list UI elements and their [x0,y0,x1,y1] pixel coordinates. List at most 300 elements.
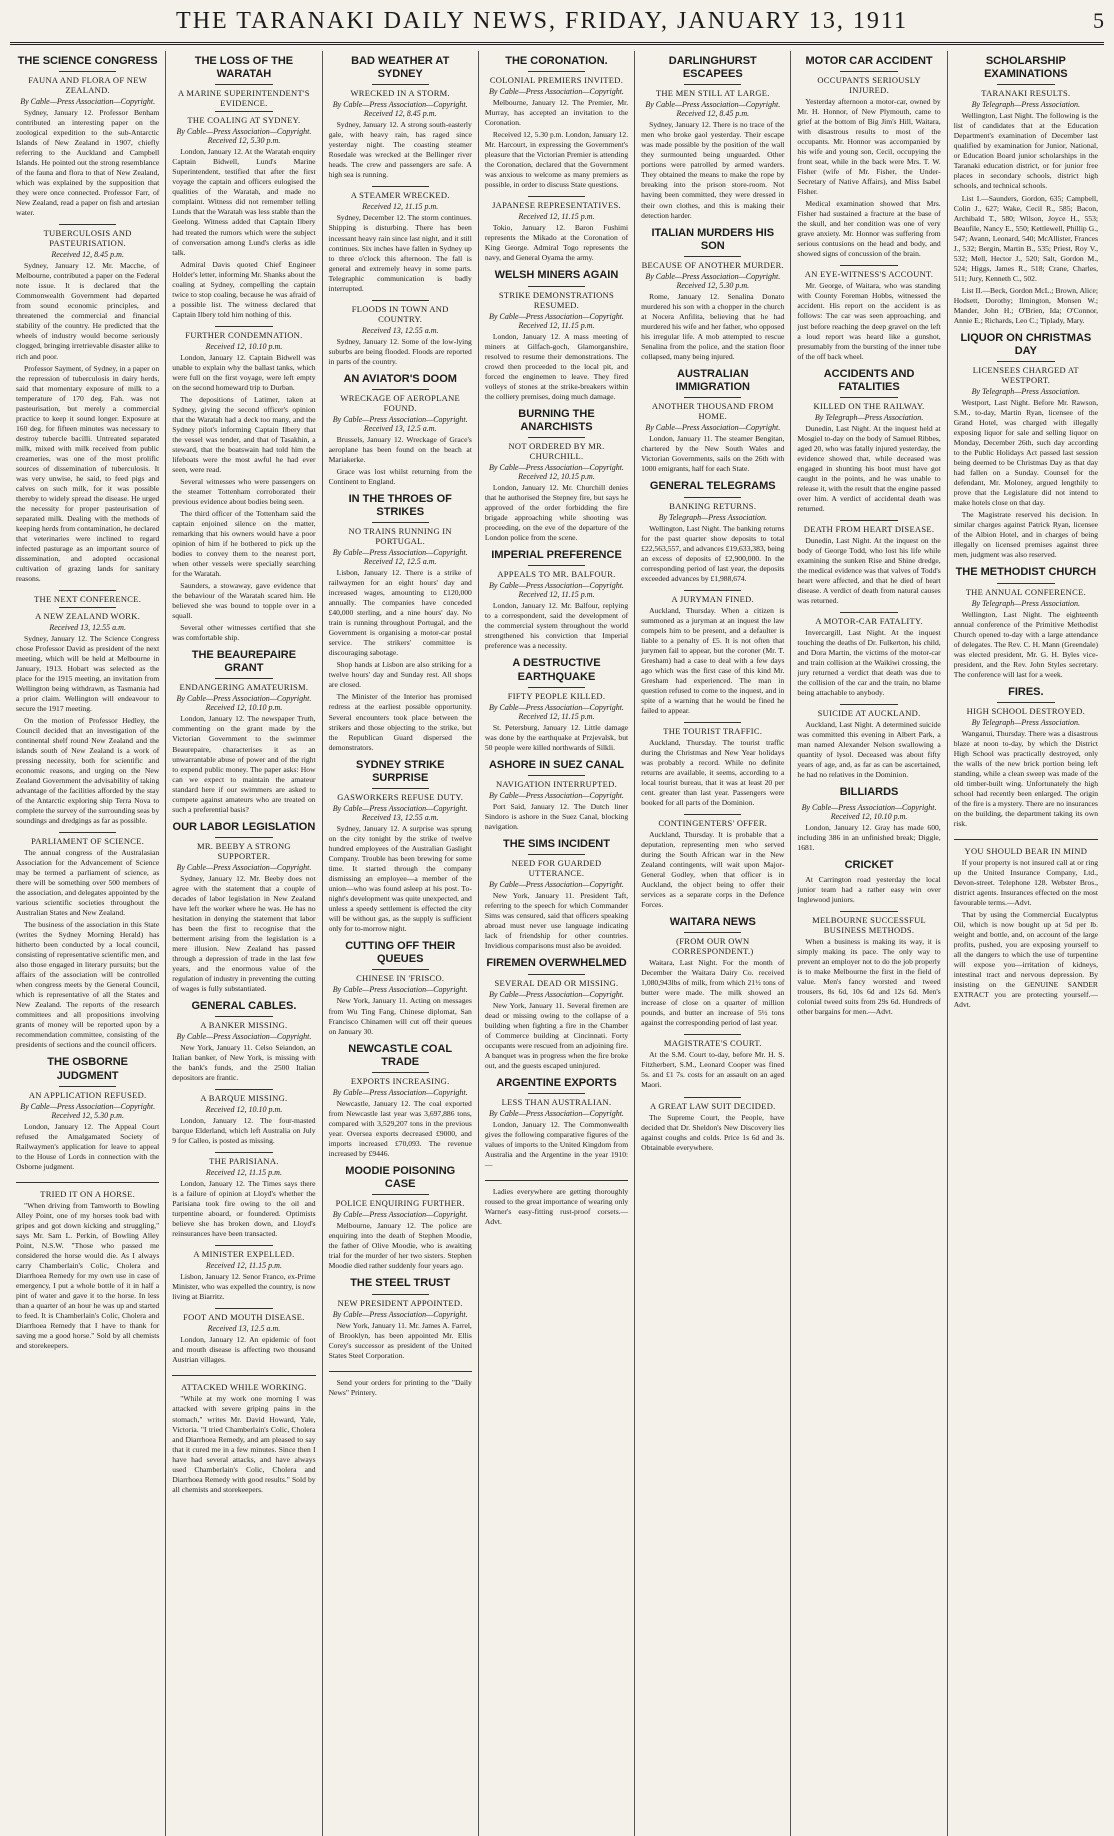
article [641,814,784,910]
column-4 [479,51,635,1836]
article-paragraph: Wanganui, Thursday. There was a disastrous blaze at noon to-day, by which the District High School was practically destroyed, only the walls of the new brick portion being left standing, while a clean sweep was made of the old timber-built wing. Unfortunately the high school had recently been enlarged. The origin of the fire is a mystery. There are no insurances on the building, the department taking its own risk. [953,728,1098,828]
article-paragraph: Several witnesses who were passengers on the steamer Tottenham corroborated their previous evidence about bodies being seen. [172,476,316,506]
article-byline: By Telegraph—Press Association. [971,100,1081,110]
article-headline: MOODIE POISONING CASE [345,1165,456,1191]
article-byline: Received 12, 11.15 p.m. [205,1168,282,1178]
article-paragraph: Newcastle, January 12. The coal exported from Newcastle last year was 3,697,886 tons, compared with 3,529,207 tons in the previous year. Oversea exports decreased £9000, and imports increased £70,093. The revenue increased by £9446. [328,1098,472,1158]
divider [215,678,272,679]
article-byline: Received 12, 8.45 p.m. [51,250,124,260]
divider [215,1016,272,1017]
article [797,704,940,780]
article-byline: By Cable—Press Association—Copyright. Received 12, 12.5 a.m. [332,548,468,567]
article [797,368,940,515]
article-subhead: A MARINE SUPERINTENDENT'S EVIDENCE. [178,88,310,109]
divider [997,583,1055,584]
advert-headline: ATTACKED WHILE WORKING. [181,1382,307,1393]
article-paragraph: London, January 12. At the Waratah enquiry Captain Bidwell, Lund's Marine Superintendent, testified that after the first voyage the captain and officers eulogised the qualities of the Waratah, and made no complaint. Witness did not remember telling Lunds that the Waratah was less stable than the Geelong. Witness added that Captain Ilbery had treated the rumors which were the subject of conversation among Lund's clerks as idle talk. [172,147,316,257]
article-paragraph: The Minister of the Interior has promised redress at the earliest possible opportunity. Several encounters took place between the strikers and those objecting to the strike, but the Republican Guard dispersed the demonstrators. [328,692,472,752]
divider [215,1089,272,1090]
article-headline: AUSTRALIAN IMMIGRATION [675,368,750,394]
article [329,55,472,180]
article-paragraph: Dunedin, Last Night. At the inquest held at Mosgiel to-day on the body of Samuel Ribbes, aged 20, who was fatally injured yesterday, the evidence showed that, while deceased was engaged in shunting his boot must have got caught in the points, and he was unable to release it, with the result that the engine passed over him. A verdict of accidental death was returned. [797,423,941,514]
article [172,1245,315,1302]
article-byline: By Telegraph—Press Association. [971,387,1081,397]
article-subhead: BANKING RETURNS. [669,500,757,511]
divider [840,704,897,705]
advert-headline: YOU SHOULD BEAR IN MIND [964,845,1088,856]
article-byline: Received 13, 12.55 a.m. [49,622,126,632]
article-byline: By Cable—Press Association—Copyright. Received 12, 11.15 p.m. [489,702,624,721]
article [797,859,940,905]
article [485,55,628,190]
divider [372,969,429,970]
divider [59,1086,116,1087]
article-byline: By Telegraph—Press Association. [658,512,767,522]
article-byline: By Telegraph—Press Association. [814,412,924,422]
article-subhead: THE ANNUAL CONFERENCE. [965,586,1087,597]
article-byline: Received 12, 11.15 p.m. [205,1261,282,1271]
article-subhead: AN APPLICATION REFUSED. [28,1089,147,1100]
article [641,55,784,221]
article-byline: Received 13, 12.5 a.m. [207,1324,281,1334]
article-paragraph: Sydney, January 12. Mr. Beeby does not agree with the statement that a couple of decades of labor legislation in New Zealand have left the worker where he was. He has no hesitation in denying the statement that labor has been the first to recognise that the betterment arising from the legislation is a mere illusion. New Zealand has passed through a depression of trade in the last few years, and the enormous value of the regulation of industry in preventing the cutting of wages is fully substantiated. [172,873,316,993]
divider [372,522,429,523]
column-5 [635,51,791,1836]
article [172,55,315,320]
article-subhead: MR. BEEBY A STRONG SUPPORTER. [196,840,291,861]
article-byline: By Cable—Press Association—Copyright. [645,423,781,433]
article-subhead: ANOTHER THOUSAND FROM HOME. [651,401,774,422]
divider [215,1245,272,1246]
article-paragraph: New York, January 11. President Taft, referring to the speech for which Commander Sims was censured, said that officers speaking abroad must never use language indicating lack of friendship for other countries. Invidious comparisons must also be avoided. [484,891,629,951]
divider [372,1194,429,1195]
article [16,590,159,826]
article-byline: By Cable—Press Association—Copyright. Received 12, 8.45 p.m. [645,100,781,119]
advert-paragraph: "When driving from Tamworth to Bowling Alley Point, one of my horses took bad with gripes and got down kicking and struggling," says Mr. Sam L. Perkin, of Bowling Alley Point, N.S.W. "Those who passed me considered the horse would die. As I always carry Chamberlain's Colic, Cholera and Diarrhoea Remedy for my own use in case of emergency, I put a whole bottle of it in half a pint of water and gave it to the horse. In less than a quarter of an hour he was up and started to feed. It is Chamberlain's Colic, Cholera and Diarrhoea Remedy that I have to thank for saving me a good horse." Sold by all chemists and storekeepers. [16,1200,160,1351]
article-headline: THE OSBORNE JUDGMENT [47,1056,128,1082]
article-paragraph: London, January 12. The Times says there is a failure of opinion at Lloyd's whether the Parisiana took fire owing to the oil and turpentine aboard, or foundered. Optimists believe she has broken down, and Lloyd's reinsurances have been transacted. [172,1179,316,1239]
divider [215,1308,272,1309]
article [485,269,628,401]
article [954,566,1098,679]
column-3 [323,51,479,1836]
article-subhead: AN EYE-WITNESS'S ACCOUNT. [804,269,934,280]
article-byline: By Telegraph—Press Association. [971,598,1081,608]
divider [528,196,585,197]
article-headline: BILLIARDS [839,786,899,799]
article-paragraph: Grace was lost whilst returning from the Continent to England. [328,466,472,486]
article [16,55,159,218]
divider [684,932,741,933]
article [797,612,940,698]
article-headline: WELSH MINERS AGAIN [494,269,619,282]
article-subhead: MAGISTRATE'S COURT. [663,1038,762,1049]
article [641,480,784,583]
article-subhead: CONTINGENTERS' OFFER. [658,818,768,829]
article-headline: BAD WEATHER AT SYDNEY [351,55,450,81]
divider [215,1152,272,1153]
article-headline: FIRES. [1008,685,1044,698]
divider [528,286,585,287]
divider [684,256,741,257]
article-paragraph: Sydney, January 12. A surprise was sprung on the city tonight by the strike of twelve hundred employees of the Australian Gaslight Company. Trouble has been brewing for some time. It started through the company dismissing an employee—a member of the union—who was found asleep at his post. To-night's development was quite unexpected, and unless a speedy settlement is effected the city will be without gas, as the supply is sufficient only for to-morrow night. [328,823,472,934]
divider [215,837,272,838]
article-paragraph: Auckland, Thursday. The tourist traffic during the Christmas and New Year holidays was probably a record. While no definite returns are available, it seems, according to a local tourist bureau, that it was at least 20 per cent. greater than last year. Passengers were booked for all parts of the Dominion. [641,737,785,807]
divider [528,854,585,855]
article-subhead: STRIKE DEMONSTRATIONS RESUMED. [498,289,615,310]
article-headline: GENERAL CABLES. [191,999,297,1012]
article-paragraph: London, January 12. The newspaper Truth, commenting on the grant made by the Victorian Government to the swimmer Beaurepaire, characterises it as an unwarrantable abuse of power and of the right to expend public money. The paper asks: How can we expect to maintain the amateur standard here if our swimmers are asked to compete against amateurs who are treated on such a preferential basis? [172,714,316,814]
article-subhead: FOOT AND MOUTH DISEASE. [183,1312,305,1323]
article-byline: By Cable—Press Association—Copyright. Received 12, 10.10 p.m. [801,802,937,821]
article-paragraph: Mr. George, of Waitara, who was standing with County Foreman Hobbs, witnessed the accident. His report on the accident is as follows: The car was seen approaching, and just before reaching the deep gravel on the left a loud report was heard like a gunshot, presumably from the bursting of the inner tube of the off back wheel. [797,281,941,361]
article-byline: By Cable—Press Association—Copyright. [176,862,312,872]
article-headline: AN AVIATOR'S DOOM [343,372,457,385]
article [329,759,472,935]
article [329,1165,472,1271]
article-byline: Received 13, 12.55 a.m. [361,325,439,335]
article-subhead: LESS THAN AUSTRALIAN. [501,1096,612,1107]
article-paragraph: Professor Sayment, of Sydney, in a paper on the repression of tuberculosis in dairy herds, said that momentary exposure of milk to a temperature of 170 deg. Fah. was not pasteurisation, but merely a commercial practice to keep it sound longer. Exposure at 160 deg. for fifteen minutes was necessary to destroy tubercle bacilli. Untreated separated milk, mixed with milk received from public creameries, was one of the most prolific sources of dissemination of tuberculosis. It was very unwise, he said, to feed pigs and calves on such milk, for it was possible thereby to widely spread the disease. He urged the necessity for proper pasteurisation of separated milk. Dealing with the methods of keeping herds from contamination, he declared that veterinaries were inclined to regard infected pasturage as an important source of dissemination, and adopted occasional cultivation of grazing lands for sanitary reasons. [16,363,160,583]
article [172,649,315,815]
article-paragraph: Sydney, January 12. Some of the low-lying suburbs are being flooded. Floods are reported in parts of the country. [328,336,472,366]
article-paragraph: Dunedin, Last Night. At the inquest on the body of George Todd, who lost his life while examining the sunken Rise and Shine dredge, the medical evidence was that valves of Todd's heart were affected, and that he died of heart disease. A verdict of death from natural causes was returned. [797,536,941,606]
article-paragraph: Auckland, Thursday. It is probable that a deputation, representing men who served during the South African war in the New Zealand contingents, will wait upon Major-General Godley, when that officer is in Auckland, the object being to offer their services as a separate corps in the Defence Forces. [641,830,785,910]
article-headline: OUR LABOR LEGISLATION [172,820,316,833]
article-paragraph: The business of the association in this State (writes the Sydney Morning Herald) has hitherto been conducted by a local council, consisting of representative scientific men, and also those engaged in literary pursuits; but the affairs of the association will be controlled when congress meets by the General Council, which is representative of all the States and New Zealand. The reports of the research committees and all propositions involving grants of money will be reported upon by a recommendation committee, consisting of the presidents of sections and the council officers. [16,920,160,1050]
article [797,520,940,606]
article [329,1043,472,1159]
article-paragraph: Admiral Davis quoted Chief Engineer Holder's letter, informing Mr. Shanks about the coaling at Sydney, compelling the captain twice to stop coaling, because he was afraid of a possible list. The witness declared that Captain Ilbery told him nothing of this. [172,259,316,319]
divider [997,361,1055,362]
article-subhead: A MOTOR-CAR FATALITY. [815,616,923,627]
article-paragraph: At the S.M. Court to-day, before Mr. H. S. Fitzherbert, S.M., Leonard Cooper was fined 5s. and £1 7s. costs for an assault on an aged Maori. [641,1050,785,1090]
article-paragraph: London, January 11. The steamer Bengitan, chartered by the New South Wales and Victorian Governments, sails on the 26th with 1000 emigrants, half for each State. [641,434,785,474]
article-subhead: NOT ORDERED BY MR. CHURCHILL. [508,441,605,462]
advertisement [16,1182,159,1351]
article-paragraph: London, January 12. The Appeal Court refused the Amalgamated Society of Railwaymen's application for leave to appeal to the House of Lords in connection with the Osborne judgment. [16,1121,160,1171]
article-paragraph: Lisbon, January 12. Senor Franco, ex-Prime Minister, who was expelled the country, is now living at Biarritz. [172,1272,316,1302]
masthead [10,8,1104,45]
article-paragraph: Sydney, January 12. Mr. Macche, of Melbourne, contributed a paper on the Federal note issue. It is declared that the Commonwealth Government had departed from sound economic principles, and threatened the commercial and financial stability of the country. He predicted that the wheels of industry would become seriously clogged, bringing irretrievable disaster alike to rich and poor. [16,261,160,361]
article-paragraph: At Carrington road yesterday the local junior team had a rather easy win over Inglewood juniors. [797,874,941,904]
divider [528,71,585,72]
article-byline: By Cable—Press Association—Copyright. [332,1210,468,1220]
article-byline: By Cable—Press Association—Copyright. Received 12, 11.15 p.m. [489,581,624,600]
article-byline: By Cable—Press Association—Copyright. [332,1087,468,1097]
article-subhead: SUICIDE AT AUCKLAND. [817,708,921,719]
article-subhead: KILLED ON THE RAILWAY. [813,400,925,411]
article-paragraph: London, January 12. An epidemic of foot and mouth disease is affecting two thousand Austrian villages. [172,1335,316,1365]
article-subhead: OCCUPANTS SERIOUSLY INJURED. [817,75,921,96]
divider [372,788,429,789]
article-subhead: TARANAKI RESULTS. [981,88,1071,99]
article-paragraph: Sydney, January 12. Professor Benham contributed an interesting paper on the zoological expedition to the sub-Antarctic Islands of New Zealand in 1907, chiefly referring to the Auckland and Campbell Islands. He pointed out the strong resemblance of the fauna and flora to that of New Zealand, which was explained by the supposition that they were once connected. Professor Farr, of New Zealand, read a paper on fish and artesian water. [16,108,160,218]
article-headline: ASHORE IN SUEZ CANAL [488,758,625,771]
article-paragraph: Sydney, January 12. A strong south-easterly gale, with heavy rain, has raged since yesterday night. The coasting steamer Rosedale was wrecked at the Bellinger river heads. The crew and passengers are safe. A high sea is running. [328,120,472,180]
divider [215,326,272,327]
article-paragraph: On the motion of Professor Hedley, the Council decided that an investigation of the continental shelf round New Zealand and the islands south of New Zealand is a work of pressing necessity, both for scientific and economic reasons, and urging on the New Zealand Government the advisability of taking advantage of the facilities afforded by the stay of the Antarctic exploring ship Terra Nova to complete the survey of the surrounding seas by soundings and dredgings as far as possible. [16,715,160,826]
article-paragraph: The Supreme Court, the People, have decided that Dr. Sheldon's New Discovery lies against coughs and colds. Price 1s 6d and 3s. Obtainable everywhere. [641,1112,785,1152]
article-headline: THE SCIENCE CONGRESS [17,55,158,67]
article-byline: By Telegraph—Press Association. [971,717,1081,727]
article-paragraph: The third officer of the Tottenham said the captain enjoined silence on the matter, remarking that his owners would have a poor opinion of him if he bothered to pick up the bodies to convey them to the nearest port, when other vessels were specially searching for the Waratah. [172,508,316,578]
divider [684,84,741,85]
article [797,55,940,259]
article-paragraph: Received 12, 5.30 p.m. London, January 12. Mr. Harcourt, in expressing the Government's pleasure that the Victorian Premier is attending the Coronation, declared that the Government was anxious to welcome as many premiers as possible, in order to discuss State questions. [484,130,629,190]
article-headline: MOTOR CAR ACCIDENT [805,55,933,67]
article [485,408,628,543]
article-paragraph: Brussels, January 12. Wreckage of Grace's aeroplane has been found on the beach at Mariakerke. [328,434,472,464]
article-paragraph: New York, January 11. Celso Seiandon, an Italian banker, of New York, is missing with the bank's funds, and the 2500 Italian depositors are frantic. [172,1043,316,1083]
divider [684,722,741,723]
article-paragraph: London, January 12. Mr. Churchill denies that he authorised the Stepney fire, but says he approved of the order forbidding the fire brigade approaching while shooting was proceeding, on the eve of the departure of the London police from the scene. [484,483,629,543]
article-subhead: HIGH SCHOOL DESTROYED. [966,705,1086,716]
article-subhead: THE PARISIANA. [209,1156,279,1167]
advertisement [172,1375,315,1494]
article [329,300,472,367]
article-paragraph: The annual congress of the Australasian Association for the Advancement of Science may be termed a parliament of science, as there will be something over 500 members of the association, and delegates appointed by the various scientific societies throughout the Australian States and New Zealand. [16,848,160,918]
divider [684,1097,741,1098]
article-paragraph: New York, January 11. Mr. James A. Farrel, of Brooklyn, has been appointed Mr. Ellis Corey's successor as president of the United States Steel Corporation. [328,1320,472,1360]
article [329,1277,472,1360]
divider [528,974,585,975]
article-headline: CUTTING OFF THEIR QUEUES [345,940,456,966]
advert-paragraph: "While at my work one morning I was attacked with severe griping pains in the stomach," writes Mr. David Howard, Yale, Victoria. "I tried Chamberlain's Colic, Cholera and Diarrhoea Remedy, and am pleased to say that it cured me in a few minutes. Since then I have had several attacks, and have always used Chamberlain's Colic, Cholera and Diarrhoea Remedy with good results." Sold by all chemists and storekeepers. [172,1394,316,1494]
article-byline: Received 12, 10.10 p.m. [205,341,283,351]
article [954,686,1098,829]
article [641,722,784,808]
divider [840,911,897,912]
article-headline: THE SIMS INCIDENT [503,838,610,851]
article-subhead: NO TRAINS RUNNING IN PORTUGAL. [348,526,452,547]
article-paragraph: Sydney, December 12. The storm continues. Shipping is disturbing. There has been incessant heavy rain since last night, and it still continues. Six inches have fallen in Sydney up to three o'clock this afternoon. The fall is general and extremely heavy in some parts. Telegraphic communication is badly interrupted. [328,213,472,293]
article-paragraph: London, January 12. Gray has made 600, including 386 in an unfinished break; Diggle, 1681. [797,822,941,852]
article [485,549,628,651]
article-headline: A DESTRUCTIVE EARTHQUAKE [512,657,601,683]
divider [840,612,897,613]
divider [59,590,116,591]
divider [840,71,897,72]
article-headline: GENERAL TELEGRAMS [649,480,776,493]
article [485,957,628,1070]
article-subhead: WRECKED IN A STORM. [350,88,450,99]
article [172,821,315,994]
divider [840,520,897,521]
article-subhead: THE TOURIST TRAFFIC. [663,725,763,736]
divider [372,186,429,187]
article-paragraph: Yesterday afternoon a motor-car, owned by Mr. H. Honnor, of New Plymouth, came to grief at the bottom of Big Jim's Hill, Waitara, with disastrous results to most of the occupants. Mr. Honnor was accompanied by his wife and young son, Cecil, occupying the front seat, while in the back were Mrs. T. W. Fisher (wife of Mr. Fisher, the Under-Secretary of Native Affairs), and Miss Isabel Fisher. [797,97,941,197]
columns-container [10,51,1104,1836]
article-headline: ITALIAN MURDERS HIS SON [651,226,775,252]
article-headline: CRICKET [844,858,894,871]
article-paragraph: London, January 12. The four-masted barque Elderland, which left Australia on July 9 for Calleo, is posted as missing. [172,1116,316,1146]
advert-paragraph: Send your orders for printing to the "Daily News" Printery. [328,1377,472,1397]
article-paragraph: London, January 12. A mass meeting of miners at Gilfach-goch, Glamorganshire, resolved to resume their demonstrations. The crowd then proceeded to the local pit, and forced the enginemen to leave. They fired volleys of stones at the strike-breakers within the colliery premises, doing much damage. [484,331,629,401]
article [641,227,784,362]
article-subhead: NAVIGATION INTERRUPTED. [495,779,617,790]
article [16,224,159,584]
advertisement [485,1180,628,1227]
article-subhead: FLOODS IN TOWN AND COUNTRY. [351,303,449,324]
column-6 [791,51,947,1836]
article-byline: By Cable—Press Association—Copyright. [20,97,156,107]
article-paragraph: Auckland, Last Night. A determined suicide was committed this evening in Albert Park, a man named Alexander Nelson swallowing a quantity of lysol. Deceased was about fifty years of age, and, as far as can be ascertained, he had no relatives in the Dominion. [797,720,941,780]
article-paragraph: Waitara, Last Night. For the month of December the Waitara Dairy Co. received 1,080,943lbs of milk, from which 21½ tons of butter were made. The milk showed an increase of close on a quarter of million pounds, and butter an increase of 5½ tons against the corresponding period of last year. [641,958,785,1028]
article-paragraph: Tokio, January 12. Baron Fushimi represents the Mikado at the Coronation of King George. Admiral Togo represents the navy, and General Oyama the army. [484,223,629,263]
article-subhead: SEVERAL DEAD OR MISSING. [494,977,619,988]
article-subhead: FURTHER CONDEMNATION. [185,329,303,340]
article-subhead: WRECKAGE OF AEROPLANE FOUND. [340,392,461,413]
divider [372,300,429,301]
article [485,759,628,832]
article-paragraph: Melbourne, January 12. The Premier, Mr. Murray, has accepted an invitation to the Coronation. [484,98,629,128]
article-paragraph: Wellington, Last Night. The eighteenth annual conference of the Primitive Methodist Church opened to-day with a large attendance of delegates. The Rev. C. H. Mann (Greendale) was elected president, Mr. G. H. Byles vice-president, and the Rev. John Styles secretary. The conference will last for a week. [953,609,1098,679]
article-subhead: A BARQUE MISSING. [200,1093,288,1104]
divider [372,1294,429,1295]
article-subhead: A GREAT LAW SUIT DECIDED. [649,1100,776,1111]
article-headline: SYDNEY STRIKE SURPRISE [355,758,445,784]
article-paragraph: Westport, Last Night. Before Mr. Rawson, S.M., to-day, Martin Ryan, licensee of the Grand Hotel, was charged with illegally exposing liquor for sale and selling liquor on Monday, December 26th, such day according to the Public Holidays Act passed last session being deemed to be Christmas Day as that day had fallen on a Sunday. Counsel for the defendant, Mr. Moloney, argued lengthily to prove that the Legislature did not intend to make hotels close on that day. [953,398,1098,508]
article-subhead: THE NEXT CONFERENCE. [34,593,142,604]
article-subhead: FAUNA AND FLORA OF NEW ZEALAND. [28,75,148,96]
article-paragraph: London, January 12. The Commonwealth gives the following comparative figures of the values of imports to the United Kingdom from Australia and the Argentine in the year 1910:— [484,1119,629,1169]
article-paragraph: Wellington, Last Night. The banking returns for the past quarter show deposits to total £22,563,557, and advances £19,633,383, being an excess of deposits of £2,900,000. In the corresponding period of last year, the deposits exceeded advances by £1,988,674. [641,523,785,583]
article-paragraph: London, January 12. Mr. Balfour, replying to a correspondent, said the development of the commercial system throughout the world strengthened his conviction that Imperial preference was a necessity. [484,601,629,651]
article-headline: ACCIDENTS AND FATALITIES [823,367,915,393]
article-paragraph: London, January 12. Captain Bidwell was unable to explain why the ballast tanks, which were full on the first voyage, were left empty on the second homeward trip to Durban. [172,352,316,392]
divider [528,437,585,438]
divider [528,565,585,566]
article-paragraph: Auckland, Thursday. When a citizen is summoned as a juryman at an inquest the law compels him to be present, and a defaulter is liable to a penalty of £5. It is not often that jurymen fail to appear, but the coroner (Mr. T. Gresham) had a case to deal with a few days ago which was the first case of this kind Mr. Gresham had experienced. The man in question refused to come to the inquest, and in spite of a warning that he would be fined he failed to appear. [641,605,785,715]
article-subhead: PARLIAMENT OF SCIENCE. [31,836,145,847]
article-paragraph: Sydney, January 12. There is no trace of the men who broke gaol yesterday. Their escape was made possible by the position of the wall they surmounted being unguarded. Other portions were patrolled by armed warders. They obtained the means to make the rope by breaking into the prison store-room. Not having been committed, they were dressed in their own clothes, and this is making their detection harder. [641,120,785,220]
article-paragraph: Port Said, January 12. The Dutch liner Sindoro is ashore in the Suez Canal, blocking navigation. [484,802,629,832]
article-headline: DARLINGHURST ESCAPEES [668,55,757,81]
article-subhead: A JURYMAN FINED. [671,593,755,604]
article-subhead: A STEAMER WRECKED. [350,190,450,201]
article-headline: IMPERIAL PREFERENCE [491,549,622,562]
divider [684,397,741,398]
article [329,940,472,1036]
advert-paragraph: If your property is not insured call at or ring up the United Insurance Company, Ltd., Devon-street. Telephone 128. Webster Bros., district agents. Insurances effected on the most favourable terms.—Advt. [953,857,1098,908]
divider [215,111,272,112]
article [641,1097,784,1153]
article [329,493,472,753]
article-byline: By Cable—Press Association—Copyright. Received 12, 10.10 p.m. [176,694,312,713]
article-byline: Received 12, 11.15 p.m. [518,212,595,222]
article-byline: Received 12, 11.15 p.m. [362,202,439,212]
masthead-title: THE TARANAKI DAILY NEWS, FRIDAY, JANUARY 13, 1911 [176,8,908,34]
article-headline: FIREMEN OVERWHELMED [486,957,627,970]
article-byline: By Cable—Press Association—Copyright. [176,1032,312,1042]
article-subhead: ENDANGERING AMATEURISM. [179,682,309,693]
divider [528,687,585,688]
article [16,1056,159,1171]
advert-headline: TRIED IT ON A HORSE. [40,1188,136,1199]
divider [59,607,116,608]
article [172,1152,315,1239]
divider [840,397,897,398]
article-subhead: APPEALS TO MR. BALFOUR. [497,569,616,580]
article-subhead: POLICE ENQUIRING FURTHER. [335,1198,465,1209]
article-subhead: (FROM OUR OWN CORRESPONDENT.) [672,936,754,957]
article-byline: By Cable—Press Association—Copyright. Received 12, 5.30 p.m. [20,1101,156,1120]
article-byline: By Cable—Press Association—Copyright. Received 12, 5.30 p.m. [645,271,781,290]
article-paragraph: List I.—Saunders, Gordon, 635; Campbell, Colin J., 627; Wake, Cecil R., 585; Bacon, Archibald T., 580; Wilson, Joyce H., 553; Beaufile, Nancy E., 550; Kettlewell, Phillip G., 547; Avann, Leonard, 540; McAllister, Frances J., 532; Bergin, Martin B., 535; Priest, Roy V., 532; Mell, Hector J., 520; Salt, Gordon M., 524; Higgs, James R., 518; Crane, Charles, 511; Jury, Kenneth C., 502. [953,193,1098,283]
article-byline: By Cable—Press Association—Copyright. Received 12, 5.30 p.m. [176,127,312,146]
article-byline: By Cable—Press Association—Copyright. [332,985,468,995]
article-subhead: NEW PRESIDENT APPOINTED. [337,1297,463,1308]
article-byline: By Cable—Press Association—Copyright. Received 13, 12.5 a.m. [332,414,468,433]
article-paragraph: Lisbon, January 12. There is a strike of railwaymen for an eight hours' day and increased wages, amounting to £120,000 annually. The companies have conceded £40,000 sterling, and a nine hours' day. No train is running throughout Portugal, and the Government is organising a motor-car postal service. The strikers' committee is discouraging sabotage. [328,568,472,658]
article-paragraph: The depositions of Latimer, taken at Sydney, giving the second officer's opinion that the Waratah had a deck too many, and the Sydney pilot's informing Captain Ilbery that the vessel was tender, and that of Tasakhin, a steward, that the boatswain had told him the lifeboats were the most awful he had ever seen, were read. [172,394,316,474]
article-headline: THE BEAUREPAIRE GRANT [191,649,297,675]
article-subhead: THE MEN STILL AT LARGE. [655,88,770,99]
article-byline: By Cable—Press Association—Copyright. [489,791,624,801]
article-headline: THE STEEL TRUST [350,1277,451,1290]
advertisement [329,1371,472,1398]
article [329,186,472,293]
column-2 [166,51,322,1836]
article-paragraph: Several other witnesses certified that she was comfortable ship. [172,623,316,643]
article-subhead: DEATH FROM HEART DISEASE. [803,524,935,535]
article-paragraph: Saunders, a stowaway, gave evidence that the behaviour of the Waratah scared him. He believed she was bound to topple over in a squall. [172,580,316,621]
divider [997,84,1055,85]
article [954,332,1098,561]
divider [59,71,116,72]
article-subhead: A BANKER MISSING. [200,1020,288,1031]
article [172,1000,315,1083]
article [16,832,159,1050]
divider [372,389,429,390]
divider [684,497,741,498]
divider [372,84,429,85]
article-paragraph: Shop hands at Lisbon are also striking for a twelve hours' day and Sunday rest. All shops are closed. [328,660,472,690]
divider [684,814,741,815]
article-subhead: A MINISTER EXPELLED. [193,1249,295,1260]
article-byline: By Cable—Press Association—Copyright. [489,1108,624,1118]
article-byline: By Cable—Press Association—Copyright. [332,1309,468,1319]
divider [684,1034,741,1035]
divider [215,84,272,85]
article-headline: SCHOLARSHIP EXAMINATIONS [984,55,1068,81]
article-headline: WAITARA NEWS [669,916,756,929]
advertisement [954,839,1098,1010]
article-paragraph: New York, January 11. Acting on messages from Wu Ting Fang, Chinese diplomat, San Francisco Chinamen will cut off their queues on January 30. [328,996,472,1036]
article-byline: By Cable—Press Association—Copyright. [489,87,624,97]
article-paragraph: List II.—Beck, Gordon McL.; Brown, Alice; Hodsett, Dorothy; Ilmington, Monsen W.; Mander, John H.; O'Brien, Ida; O'Connor, Annie E.; Richards, Leo C.; Tiplady, Mary. [953,285,1098,325]
article [641,590,784,716]
article [485,838,628,951]
article-headline: THE METHODIST CHURCH [955,566,1097,579]
divider [684,590,741,591]
article [797,786,940,852]
article [954,55,1098,326]
article-subhead: COLONIAL PREMIERS INVITED. [489,75,624,86]
divider [372,1072,429,1073]
divider [528,775,585,776]
page-number: 5 [1093,8,1104,33]
divider [59,224,116,225]
article [485,1077,628,1170]
article-subhead: THE COALING AT SYDNEY. [187,115,301,126]
article-headline: THE LOSS OF THE WARATAH [194,55,294,81]
article [641,916,784,1028]
article-subhead: A NEW ZEALAND WORK. [35,610,141,621]
divider [528,1093,585,1094]
article-headline: THE CORONATION. [505,55,608,67]
